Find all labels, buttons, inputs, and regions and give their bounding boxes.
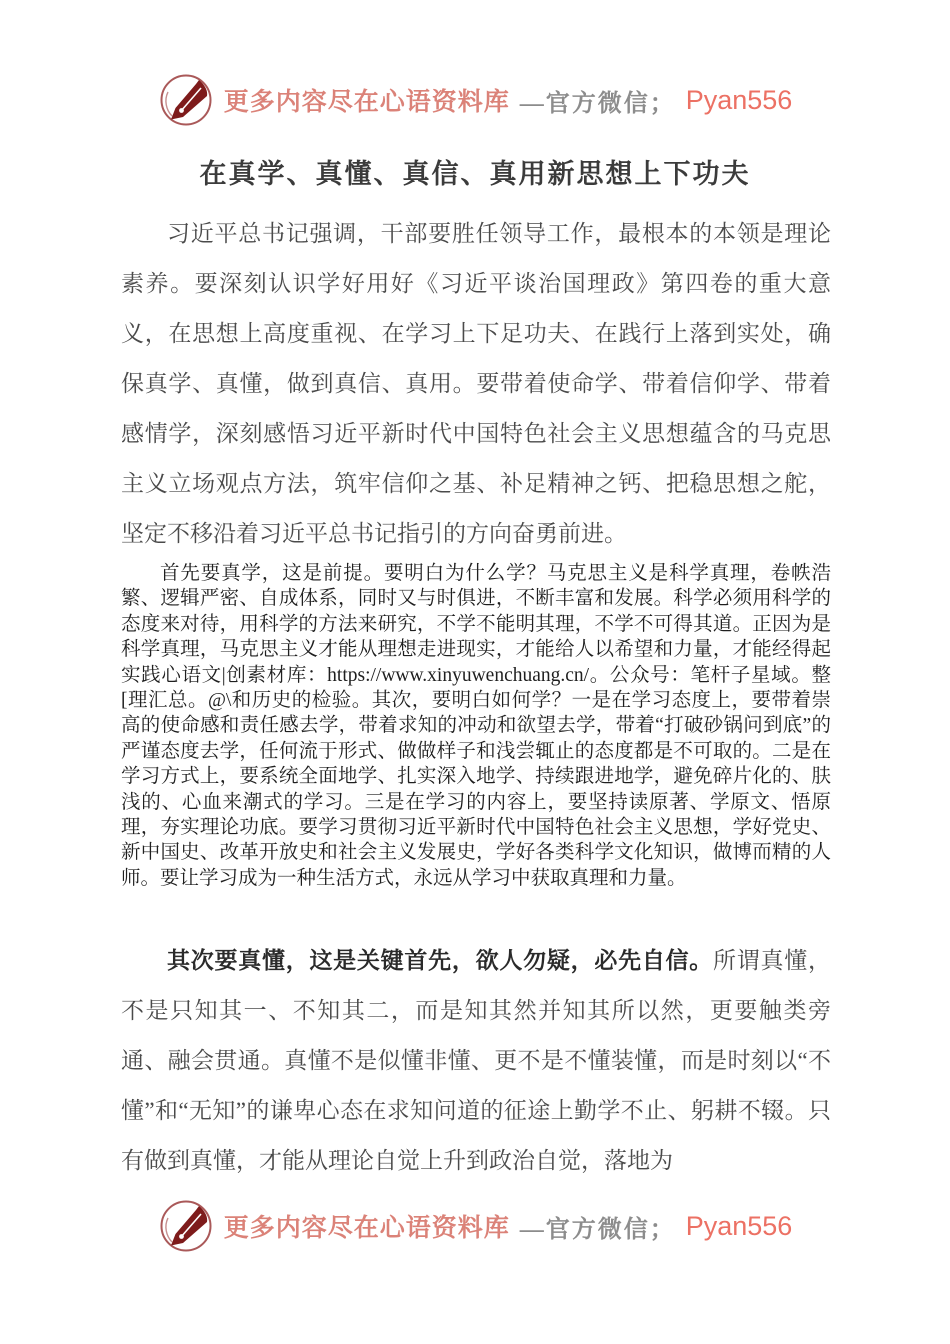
footer-banner [0,1198,950,1254]
paragraph-intro: 习近平总书记强调，干部要胜任领导工作，最根本的本领是理论素养。要深刻认识学好用好《习近平谈治国理政》第四卷的重大意义，在思想上高度重视、在学习上下足功夫、在践行上落到实处，确保真学、真懂，做到真信、真用。要带着使命学、带着信仰学、带着感情学，深刻感悟习近平新时代中国特色社会主义思想蕴含的马克思主义立场观点方法，筑牢信仰之基、补足精神之钙、把稳思想之舵，坚定不移沿着习近平总书记指引的方向奋勇前进。 [121,221,831,546]
pen-emblem-icon [158,1198,214,1254]
brand-text: 更多内容尽在心语资料库 [223,89,510,116]
paragraph-true-understanding [121,936,831,1186]
official-wechat-label: —官方微信； [519,1216,676,1243]
header-banner [0,72,950,128]
pen-emblem-icon [158,72,214,128]
paragraph-true-learning: 首先要真学，这是前提。要明白为什么学？马克思主义是科学真理，卷帙浩繁、逻辑严密、自成体系，同时又与时俱进，不断丰富和发展。科学必须用科学的态度来对待，用科学的方法来研究，不学不能明其理，不学不可得其道。正因为是科学真理，马克思主义才能从理想走进现实，才能给人以希望和力量，才能经得起实践心语文|创素材库：https://www.xinyuwenchuang.cn/。公众号：笔杆子星域。整[理汇总。@\和历史的检验。其次，要明白如何学？一是在学习态度上，要带着崇高的使命感和责任感去学，带着求知的冲动和欲望去学，带着“打破砂锅问到底”的严谨态度去学，任何流于形式、做做样子和浅尝辄止的态度都是不可取的。二是在学习方式上，要系统全面地学、扎实深入地学、持续跟进地学，避免碎片化的、肤浅的、心血来潮式的学习。三是在学习的内容上，要坚持读原著、学原文、悟原理，夯实理论功底。要学习贯彻习近平新时代中国特色社会主义思想，学好党史、新中国史、改革开放史和社会主义发展史，学好各类科学文化知识，做博而精的人师。要让学习成为一种生活方式，永远从学习中获取真理和力量。 [121,563,831,889]
brand-text: 更多内容尽在心语资料库 [223,1215,510,1242]
bold-lead-sentence: 其次要真懂，这是关键首先，欲人勿疑，必先自信。 [167,948,714,973]
paragraph-body: 所谓真懂，不是只知其一、不知其二，而是知其然并知其所以然，更要触类旁通、融会贯通。真懂不是似懂非懂、更不是不懂装懂，而是时刻以“不懂”和“无知”的谦卑心态在求知问道的征途上勤学不止、躬耕不辍。只有做到真懂，才能从理论自觉上升到政治自觉，落地为 [121,948,832,1173]
wechat-id: Pyan556 [685,1210,793,1241]
wechat-id: Pyan556 [685,84,793,115]
official-wechat-label: —官方微信； [519,90,676,117]
page-title: 在真学、真懂、真信、真用新思想上下功夫 [199,159,751,189]
